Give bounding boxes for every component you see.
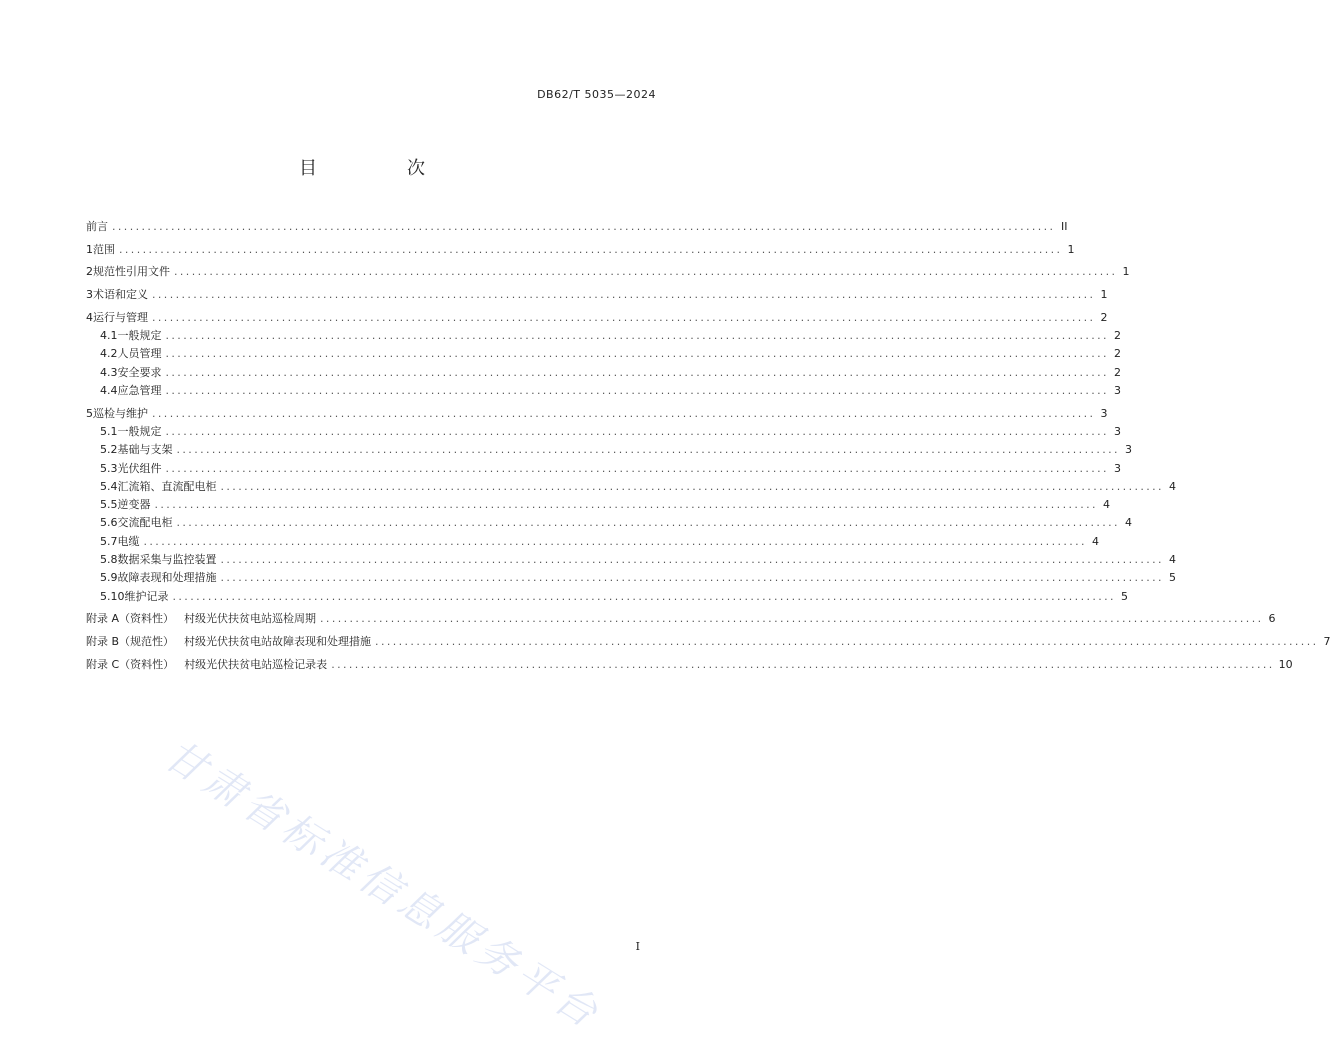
toc-entry[interactable] (86, 441, 1132, 459)
toc-entry-label: 安全要求 (117, 365, 162, 379)
toc-dot-leader: ................................................................................................................................................................ (165, 424, 1109, 438)
toc-entry[interactable] (86, 569, 1176, 587)
toc-entry-number: 附录 B（规范性） (86, 634, 175, 648)
toc-entry-label: 电缆 (117, 534, 140, 548)
toc-entry[interactable] (86, 286, 1108, 304)
toc-dot-leader: ................................................................................................................................................................ (176, 516, 1120, 530)
toc-entry-page: 5 (1168, 571, 1176, 585)
toc-entry-label: 巡检与维护 (93, 406, 148, 420)
toc-dot-leader: ................................................................................................................................................................ (165, 329, 1109, 343)
toc-entry[interactable] (86, 551, 1176, 569)
toc-entry-number: 5.8 (100, 553, 118, 566)
toc-entry-page: 2 (1113, 365, 1121, 379)
document-code: DB62/T 5035—2024 (537, 88, 656, 101)
toc-dot-leader: ................................................................................................................................................................ (165, 347, 1109, 361)
toc-entry-page: 4 (1168, 553, 1176, 566)
toc-entry[interactable] (86, 327, 1121, 345)
toc-dot-leader: ................................................................................................................................................................ (152, 406, 1096, 420)
toc-dot-leader: ................................................................................................................................................................ (176, 443, 1120, 457)
toc-dot-leader: ................................................................................................................................................................ (119, 242, 1063, 256)
toc-entry-number: 4.3 (100, 365, 118, 379)
toc-entry-label: 一般规定 (117, 424, 162, 438)
toc-dot-leader: ................................................................................................................................................................ (165, 461, 1109, 475)
toc-entry-number: 5.3 (100, 461, 118, 475)
toc-entry-label: 交流配电柜 (117, 516, 173, 530)
toc-entry-page: 4 (1124, 516, 1132, 530)
toc-entry-page: 3 (1113, 383, 1121, 397)
toc-entry[interactable] (86, 633, 1331, 651)
toc-entry[interactable] (86, 263, 1130, 281)
toc-entry-number: 4.2 (100, 347, 118, 361)
toc-dot-leader: ................................................................................................................................................................ (165, 365, 1109, 379)
toc-dot-leader: ................................................................................................................................................................ (220, 553, 1164, 566)
toc-entry-label: 村级光伏扶贫电站巡检周期 (184, 612, 317, 626)
toc-entry-page: 1 (1122, 265, 1130, 279)
toc-entry-page: II (1060, 220, 1068, 233)
toc-entry-label: 村级光伏扶贫电站故障表现和处理措施 (184, 634, 372, 648)
toc-entry-number: 5.10 (100, 589, 125, 603)
toc-entry-label: 数据采集与监控装置 (117, 553, 217, 566)
toc-entry-number: 5.1 (100, 424, 118, 438)
toc-dot-leader: ................................................................................................................................................................ (220, 571, 1164, 585)
toc-entry-number: 5.2 (100, 443, 118, 457)
toc-entry[interactable] (86, 610, 1276, 628)
toc-entry-label: 逆变器 (117, 498, 151, 512)
toc-entry-page: 10 (1278, 657, 1293, 671)
toc-entry[interactable] (86, 478, 1176, 496)
toc-entry-page: 2 (1113, 329, 1121, 343)
toc-dot-leader: ................................................................................................................................................................ (152, 288, 1096, 302)
toc-entry[interactable] (86, 533, 1099, 551)
toc-entry-label: 汇流箱、直流配电柜 (117, 479, 217, 493)
toc-entry-page: 3 (1113, 424, 1121, 438)
toc-entry-page: 1 (1067, 242, 1075, 256)
toc-entry-page: 7 (1323, 634, 1331, 648)
toc-dot-leader: ................................................................................................................................................................ (112, 220, 1056, 233)
toc-entry-page: 4 (1102, 498, 1110, 512)
toc-dot-leader: ................................................................................................................................................................ (375, 634, 1319, 648)
toc-dot-leader: ................................................................................................................................................................ (320, 612, 1264, 626)
toc-entry-page: 3 (1124, 443, 1132, 457)
toc-entry-label: 一般规定 (117, 329, 162, 343)
toc-entry-page: 2 (1113, 347, 1121, 361)
toc-entry-label: 故障表现和处理措施 (117, 571, 217, 585)
toc-entry-number: 5.5 (100, 498, 118, 512)
toc-entry[interactable] (86, 364, 1121, 382)
toc-entry[interactable] (86, 460, 1121, 478)
toc-entry-label: 光伏组件 (117, 461, 162, 475)
toc-entry[interactable] (86, 405, 1108, 423)
toc-entry-number: 4.4 (100, 383, 118, 397)
toc-dot-leader: ................................................................................................................................................................ (152, 310, 1096, 324)
watermark: 甘肃省标准信息服务平台 (155, 731, 610, 1040)
toc-entry-label: 应急管理 (117, 383, 162, 397)
toc-entry[interactable] (86, 241, 1075, 259)
page-number: I (635, 940, 640, 953)
toc-entry-label: 基础与支架 (117, 443, 173, 457)
toc-entry-number: 附录 A（资料性） (86, 612, 175, 626)
toc-entry-label: 前言 (86, 220, 108, 233)
toc-entry-label: 维护记录 (124, 589, 169, 603)
toc-entry-page: 2 (1100, 310, 1108, 324)
toc-entry-number: 2 (86, 265, 93, 279)
toc-entry-number: 4 (86, 310, 93, 324)
toc-entry[interactable] (86, 496, 1110, 514)
toc-entry-number: 3 (86, 288, 93, 302)
toc-entry-page: 3 (1100, 406, 1108, 420)
toc-entry-label: 规范性引用文件 (93, 265, 170, 279)
toc-entry-number: 附录 C（资料性） (86, 657, 175, 671)
toc-entry[interactable] (86, 423, 1121, 441)
toc-dot-leader: ................................................................................................................................................................ (220, 479, 1164, 493)
toc-dot-leader: ................................................................................................................................................................ (143, 534, 1087, 548)
toc-entry-label: 运行与管理 (93, 310, 148, 324)
toc-dot-leader: ................................................................................................................................................................ (174, 265, 1118, 279)
toc-entry[interactable] (86, 514, 1132, 532)
toc-entry-number: 5.7 (100, 534, 118, 548)
toc-entry-label: 术语和定义 (93, 288, 148, 302)
toc-entry[interactable] (86, 309, 1108, 327)
toc-dot-leader: ................................................................................................................................................................ (172, 589, 1116, 603)
toc-entry-number: 5 (86, 406, 93, 420)
toc-entry[interactable] (86, 218, 1068, 236)
toc-entry[interactable] (86, 656, 1293, 674)
toc-entry-page: 4 (1091, 534, 1099, 548)
toc-entry[interactable] (86, 382, 1121, 400)
table-of-contents (86, 218, 1331, 674)
toc-entry-label: 村级光伏扶贫电站巡检记录表 (184, 657, 328, 671)
toc-entry-page: 5 (1120, 589, 1128, 603)
toc-entry-page: 1 (1100, 288, 1108, 302)
toc-entry-label: 人员管理 (117, 347, 162, 361)
toc-entry-page: 3 (1113, 461, 1121, 475)
toc-entry[interactable] (86, 588, 1128, 606)
toc-entry-number: 5.4 (100, 479, 118, 493)
toc-entry-number: 4.1 (100, 329, 118, 343)
toc-dot-leader: ................................................................................................................................................................ (165, 383, 1109, 397)
toc-dot-leader: ................................................................................................................................................................ (331, 657, 1275, 671)
toc-entry-label: 范围 (93, 242, 115, 256)
toc-entry-number: 5.9 (100, 571, 118, 585)
toc-entry-number: 1 (86, 242, 93, 256)
toc-dot-leader: ................................................................................................................................................................ (154, 498, 1098, 512)
toc-entry-page: 4 (1168, 479, 1176, 493)
toc-entry-page: 6 (1268, 612, 1276, 626)
toc-entry[interactable] (86, 345, 1121, 363)
page-title: 目 次 (299, 158, 461, 179)
toc-entry-number: 5.6 (100, 516, 118, 530)
